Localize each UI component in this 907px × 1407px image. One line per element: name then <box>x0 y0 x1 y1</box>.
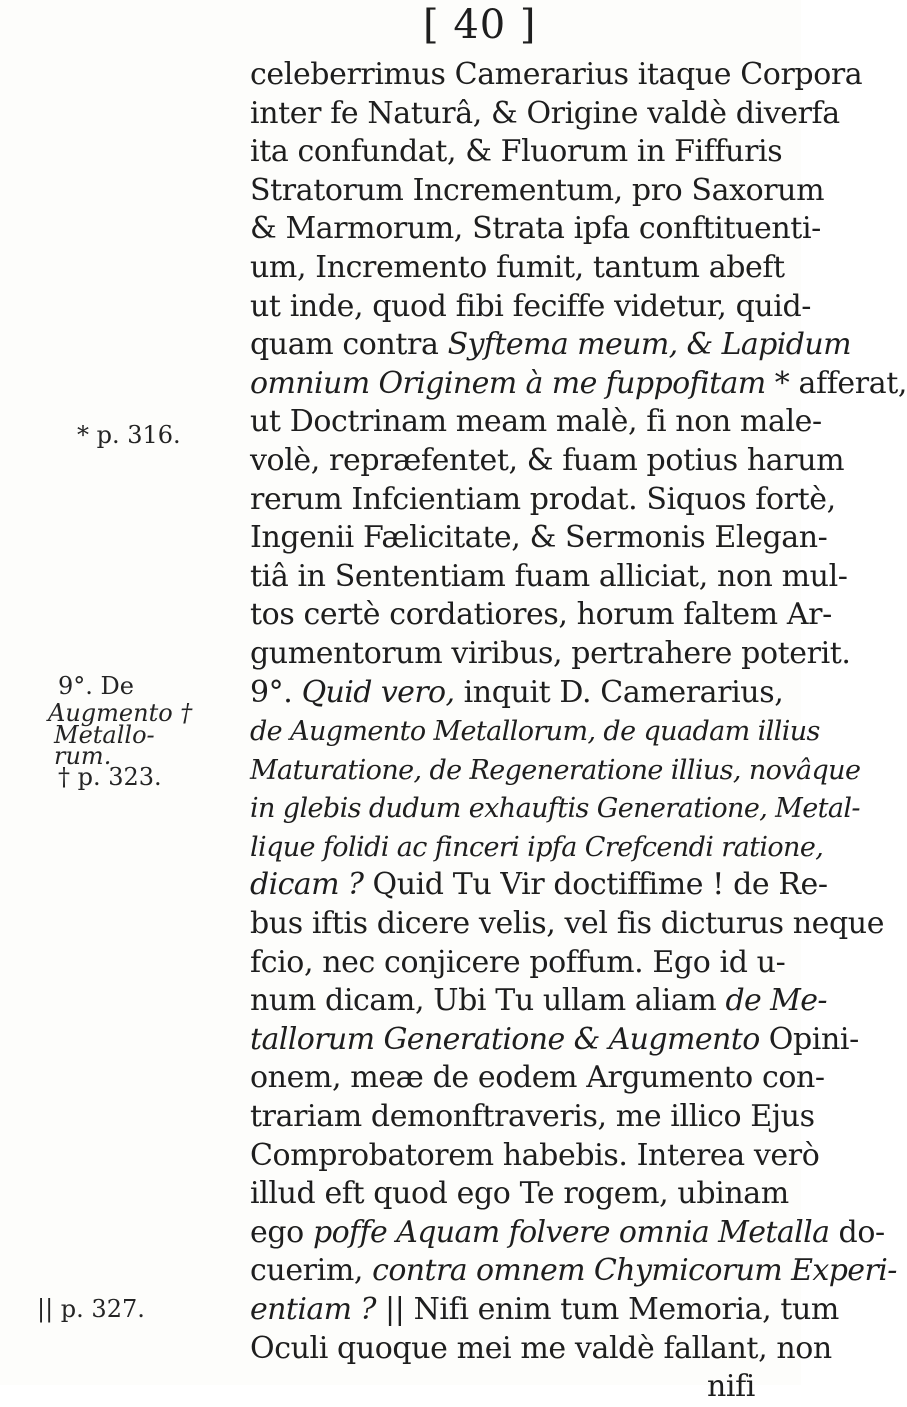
text-line <box>250 56 863 95</box>
text-line <box>250 1137 820 1176</box>
italic-text: de Me- <box>725 983 827 1019</box>
text-segment: illud eft quod ego Te rogem, ubinam <box>250 1176 789 1212</box>
text-segment: ut Doctrinam meam malè, fi non male- <box>250 404 822 440</box>
italic-text: Quid vero, <box>301 674 455 710</box>
text-line <box>250 1330 832 1369</box>
text-segment: cuerim, <box>250 1253 373 1289</box>
margin-note: Augmento † <box>48 699 193 727</box>
margin-note: † p. 323. <box>58 763 162 791</box>
text-segment: celeberrimus Camerarius itaque Corpora <box>250 57 863 92</box>
text-segment: nifi <box>706 1369 755 1405</box>
text-line <box>250 866 828 905</box>
text-line <box>250 982 827 1021</box>
text-line <box>250 365 907 404</box>
text-line <box>250 403 822 442</box>
text-line <box>250 519 828 558</box>
text-line <box>250 481 836 520</box>
margin-note: rum. <box>54 742 112 770</box>
text-segment: & Marmorum, Strata ipfa conftituenti- <box>250 211 821 247</box>
text-line <box>250 1368 795 1407</box>
text-line <box>250 1175 795 1214</box>
text-line <box>250 1291 839 1330</box>
italic-text: entiam ? <box>250 1292 376 1327</box>
text-line <box>250 1252 897 1291</box>
text-line <box>250 905 885 944</box>
text-line <box>250 133 795 172</box>
text-segment: onem, meæ de eodem Argumento con- <box>250 1060 825 1096</box>
text-segment: * afferat, <box>765 365 907 401</box>
text-segment: Opini- <box>759 1021 859 1057</box>
text-segment: ita confundat, & Fluorum in Fiffuris <box>250 134 783 170</box>
text-segment: bus iftis dicere velis, vel fis dicturus neque <box>250 906 885 942</box>
text-segment: Comprobatorem habebis. Interea verò <box>250 1137 820 1173</box>
text-line <box>250 1021 859 1060</box>
text-segment: do- <box>829 1214 885 1250</box>
text-line <box>250 635 851 674</box>
text-segment: Stratorum Incrementum, pro Saxorum <box>250 172 825 208</box>
text-segment: inter fe Naturâ, & Origine valdè diverfa <box>250 95 840 131</box>
text-segment: quam contra <box>250 327 448 363</box>
text-line <box>250 751 861 790</box>
text-line <box>250 828 824 867</box>
page-number: [ 40 ] <box>423 2 537 48</box>
text-segment: gumentorum viribus, pertrahere poterit. <box>250 635 851 671</box>
text-line <box>250 674 795 713</box>
italic-text: Maturatione, de Regeneratione illius, novâque <box>250 754 861 786</box>
margin-note: * p. 316. <box>77 421 181 449</box>
italic-text: Syftema meum, & Lapidum <box>447 327 851 363</box>
text-segment: num dicam, Ubi Tu ullam aliam <box>250 983 726 1019</box>
text-segment: inquit D. Camerarius, <box>454 674 784 710</box>
text-segment: rerum Infcientiam prodat. Siquos fortè, <box>250 481 836 517</box>
italic-text: poffe Aquam folvere omnia Metalla <box>312 1214 830 1250</box>
text-segment: trariam demonftraveris, me illico Ejus <box>250 1099 815 1135</box>
text-line <box>250 1098 815 1137</box>
text-segment: 9°. <box>250 674 302 710</box>
text-line <box>250 944 795 983</box>
body-text <box>250 56 907 1407</box>
text-line <box>250 789 860 828</box>
italic-text: contra omnem Chymicorum Experi- <box>372 1253 897 1289</box>
text-segment: tiâ in Sententiam fuam alliciat, non mul- <box>250 558 848 594</box>
italic-text: omnium Originem à me fuppofitam <box>250 365 766 401</box>
text-segment: ut inde, quod fibi feciffe videtur, quid- <box>250 288 812 324</box>
text-line <box>250 442 845 481</box>
text-line <box>250 288 812 327</box>
italic-text: lique folidi ac finceri ipfa Crefcendi ratione, <box>250 831 824 863</box>
text-line <box>250 210 821 249</box>
text-line <box>250 1059 825 1098</box>
text-segment: tos certè cordatiores, horum faltem Ar- <box>250 597 832 633</box>
text-segment: fcio, nec conjicere poffum. Ego id u- <box>250 944 786 980</box>
margin-note: 9°. De <box>58 672 134 700</box>
text-line <box>250 596 832 635</box>
text-segment: ego <box>250 1214 313 1250</box>
margin-note: || p. 327. <box>37 1295 145 1323</box>
italic-text: in glebis dudum exhauftis Generatione, Metal- <box>250 793 860 825</box>
text-segment: || Nifi enim tum Memoria, tum <box>375 1292 839 1327</box>
text-segment: volè, repræfentet, & fuam potius harum <box>250 442 845 478</box>
text-segment: Ingenii Fælicitate, & Sermonis Elegan- <box>250 520 828 556</box>
text-line <box>250 1214 885 1253</box>
text-line <box>250 712 820 751</box>
text-line <box>250 172 825 211</box>
text-line <box>250 326 851 365</box>
italic-text: tallorum Generatione & Augmento <box>250 1021 760 1057</box>
text-segment: Oculi quoque mei me valdè fallant, non <box>250 1330 832 1366</box>
text-segment: Quid Tu Vir doctiffime ! de Re- <box>363 867 828 903</box>
italic-text: dicam ? <box>250 867 364 903</box>
italic-text: de Augmento Metallorum, de quadam illius <box>250 716 820 748</box>
text-line <box>250 249 795 288</box>
text-line <box>250 558 848 597</box>
text-line <box>250 95 840 134</box>
margin-note: Metallo- <box>54 721 155 749</box>
text-segment: um, Incremento fumit, tantum abeft <box>250 249 785 285</box>
